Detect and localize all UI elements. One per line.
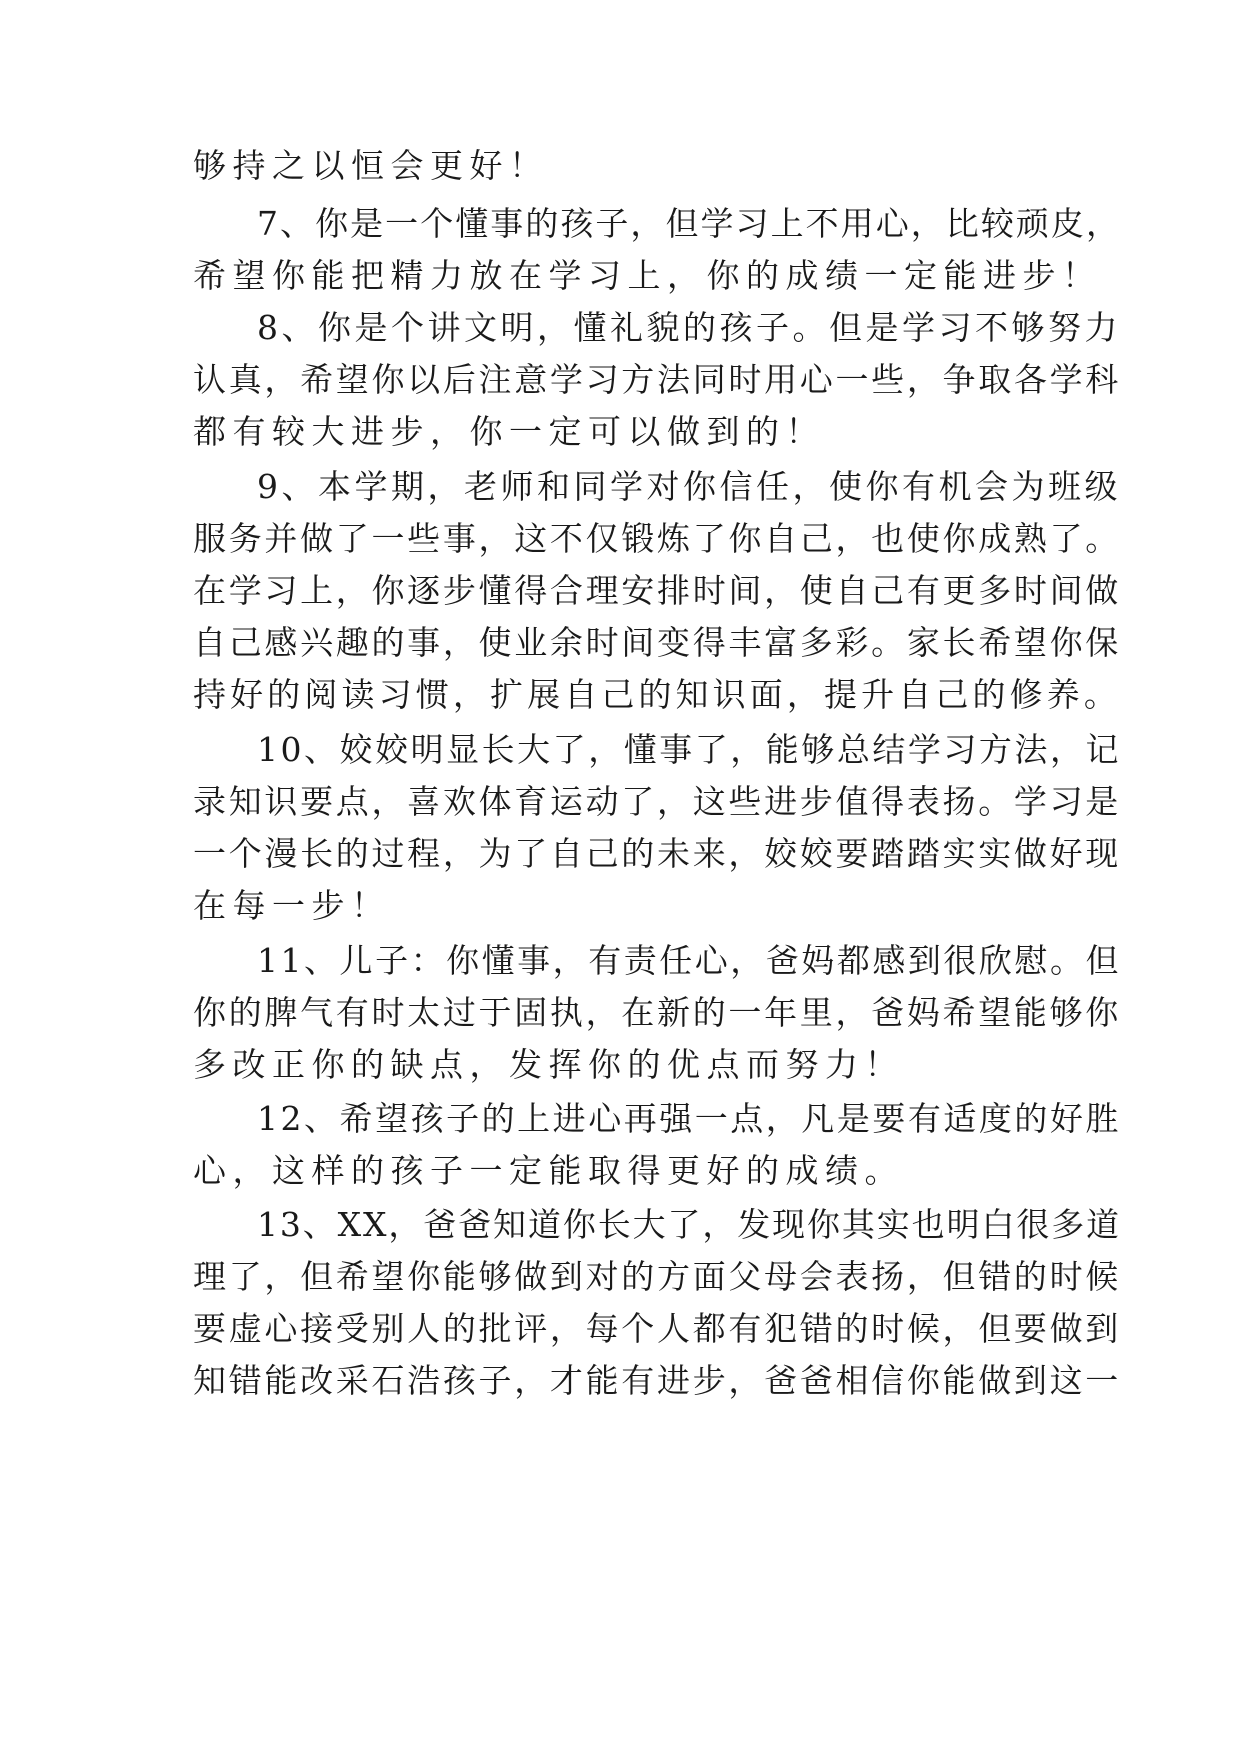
text-line: 心，这样的孩子一定能取得更好的成绩。 — [193, 1151, 904, 1190]
text-line: 一个漫长的过程，为了自己的未来，姣姣要踏踏实实做好现 — [193, 834, 1121, 873]
text-line: 8、你是个讲文明，懂礼貌的孩子。但是学习不够努力 — [257, 308, 1121, 347]
text-line: 要虚心接受别人的批评，每个人都有犯错的时候，但要做到 — [193, 1309, 1121, 1348]
text-line: 你的脾气有时太过于固执，在新的一年里，爸妈希望能够你 — [193, 993, 1121, 1032]
text-line: 够持之以恒会更好！ — [193, 146, 549, 185]
text-line: 希望你能把精力放在学习上，你的成绩一定能进步！ — [193, 256, 1102, 295]
text-line: 持好的阅读习惯，扩展自己的知识面，提升自己的修养。 — [193, 675, 1121, 714]
text-line: 多改正你的缺点，发挥你的优点而努力！ — [193, 1045, 904, 1084]
text-line: 都有较大进步，你一定可以做到的！ — [193, 412, 825, 451]
text-line: 录知识要点，喜欢体育运动了，这些进步值得表扬。学习是 — [193, 782, 1121, 821]
text-line: 自己感兴趣的事，使业余时间变得丰富多彩。家长希望你保 — [193, 623, 1121, 662]
text-line: 10、姣姣明显长大了，懂事了，能够总结学习方法，记 — [257, 730, 1121, 769]
text-line: 9、本学期，老师和同学对你信任，使你有机会为班级 — [257, 467, 1121, 506]
text-line: 在每一步！ — [193, 886, 391, 925]
text-line: 认真，希望你以后注意学习方法同时用心一些，争取各学科 — [193, 360, 1121, 399]
text-line: 13、XX，爸爸知道你长大了，发现你其实也明白很多道 — [257, 1205, 1121, 1244]
text-line: 7、你是一个懂事的孩子，但学习上不用心，比较顽皮， — [257, 204, 1121, 243]
text-line: 11、儿子：你懂事，有责任心，爸妈都感到很欣慰。但 — [257, 941, 1121, 980]
text-line: 在学习上，你逐步懂得合理安排时间，使自己有更多时间做 — [193, 571, 1121, 610]
text-line: 12、希望孩子的上进心再强一点，凡是要有适度的好胜 — [257, 1099, 1121, 1138]
text-line: 理了，但希望你能够做到对的方面父母会表扬，但错的时候 — [193, 1257, 1121, 1296]
text-line: 服务并做了一些事，这不仅锻炼了你自己，也使你成熟了。 — [193, 519, 1121, 558]
text-line: 知错能改采石浩孩子，才能有进步，爸爸相信你能做到这一 — [193, 1361, 1121, 1400]
